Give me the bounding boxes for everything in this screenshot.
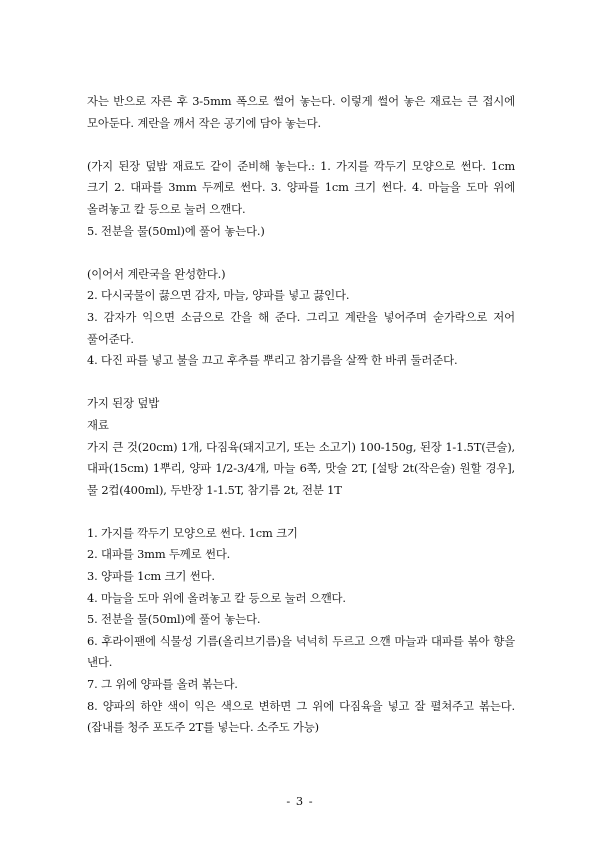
egg-soup-step: 3. 감자가 익으면 소금으로 간을 해 준다. 그리고 계란을 넣어주며 숟가락으로 저어 풀어준다. xyxy=(87,309,515,346)
egg-soup-step: 4. 다진 파를 넣고 불을 끄고 후추를 뿌리고 참기름을 살짝 한 바퀴 둘러준다. xyxy=(87,353,458,368)
egg-soup-heading: (이어서 계란국을 완성한다.) xyxy=(87,266,226,281)
recipe-step: 4. 마늘을 도마 위에 올려놓고 칼 등으로 눌러 으깬다. xyxy=(87,590,346,605)
recipe-step: 5. 전분을 물(50ml)에 풀어 놓는다. xyxy=(87,612,261,627)
recipe-step: 8. 양파의 하얀 색이 익은 색으로 변하면 그 위에 다짐육을 넣고 잘 펼쳐주고 볶는다. (잡내를 청주 포도주 2T를 넣는다. 소주도 가능) xyxy=(87,698,515,735)
prep-note-text: (가지 된장 덮밥 재료도 같이 준비해 놓는다.: 1. 가지를 깍두기 모양으로 썬다. 1cm 크기 2. 대파를 3mm 두께로 썬다. 3. 양파를 1cm 크기 썬다. 4. 마늘을 도마 위에 올려놓고 칼 등으로 눌러 으깬다. xyxy=(87,158,515,216)
paragraph-gap xyxy=(87,501,515,523)
recipe-step: 7. 그 위에 양파를 올려 볶는다. xyxy=(87,677,238,692)
egg-soup-step: 2. 다시국물이 끓으면 감자, 마늘, 양파를 넣고 끓인다. xyxy=(87,288,350,303)
paragraph-gap xyxy=(87,242,515,264)
recipe-steps xyxy=(87,523,515,739)
recipe-step: 3. 양파를 1cm 크기 썬다. xyxy=(87,569,215,584)
recipe-title: 가지 된장 덮밥 xyxy=(87,396,160,411)
recipe-step: 2. 대파를 3mm 두께로 썬다. xyxy=(87,547,231,562)
recipe-step: 6. 후라이팬에 식물성 기름(올리브기름)을 넉넉히 두르고 으깬 마늘과 대파를 볶아 향을 낸다. xyxy=(87,633,515,670)
intro-text: 자는 반으로 자른 후 3-5mm 폭으로 썰어 놓는다. 이렇게 썰어 놓은 재료는 큰 접시에 모아둔다. 계란을 깨서 작은 공기에 담아 놓는다. xyxy=(87,94,515,130)
ingredients-text: 가지 큰 것(20cm) 1개, 다짐육(돼지고기, 또는 소고기) 100-150g, 된장 1-1.5T(큰술), 대파(15cm) 1뿌리, 양파 1/2-3/4개, 마늘 6쪽, 맛술 2T, [설탕 2t(작은술) 원할 경우], 물 2컵(400ml), 두반장 1-1.5T, 참기름 2t, 전분 1T xyxy=(87,439,515,497)
recipe-section xyxy=(87,393,515,501)
recipe-step: 1. 가지를 깍두기 모양으로 썬다. 1cm 크기 xyxy=(87,525,298,540)
egg-soup-steps xyxy=(87,264,515,372)
document-body xyxy=(87,91,515,739)
intro-paragraph xyxy=(87,91,515,134)
paragraph-gap xyxy=(87,372,515,394)
prep-note-paragraph xyxy=(87,156,515,242)
prep-note-text: 5. 전분을 물(50ml)에 풀어 놓는다.) xyxy=(87,223,265,238)
paragraph-gap xyxy=(87,134,515,156)
ingredients-label: 재료 xyxy=(87,417,109,432)
page-number: - 3 - xyxy=(286,794,314,808)
